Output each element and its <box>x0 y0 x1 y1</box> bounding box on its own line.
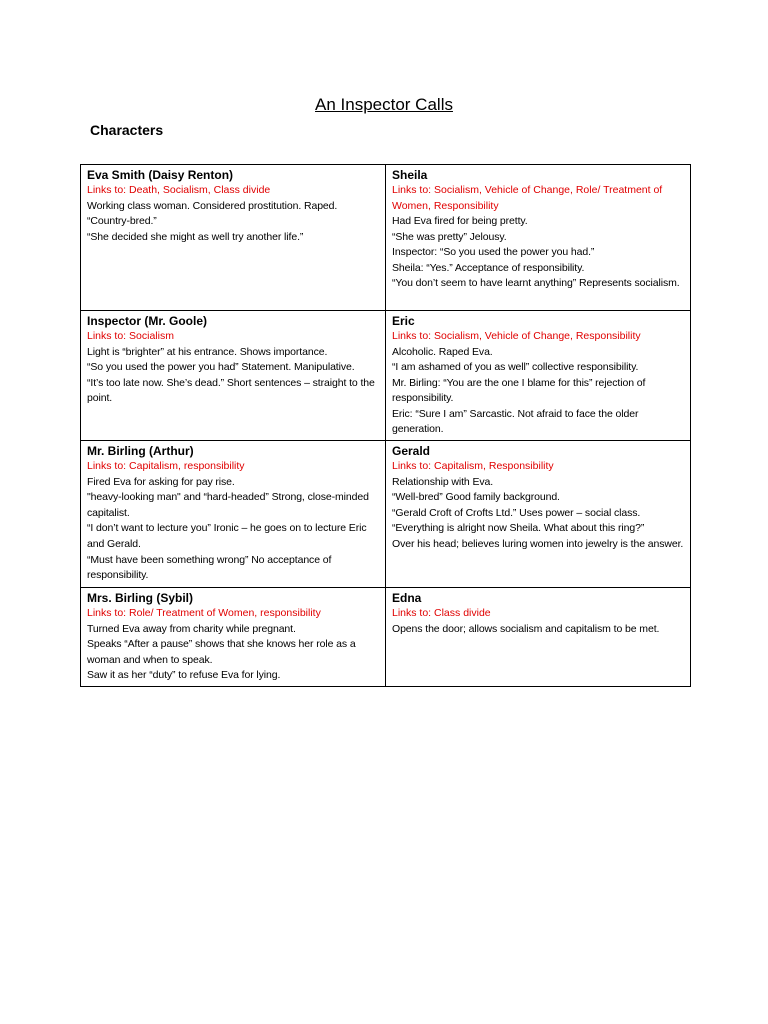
character-note: Had Eva fired for being pretty. <box>392 215 528 227</box>
table-row <box>81 311 691 441</box>
character-name: Eva Smith (Daisy Renton) <box>87 168 234 182</box>
character-cell-mrs-birling <box>81 588 386 687</box>
character-quote: “I don’t want to lecture you” Ironic – he goes on to lecture Eric and Gerald. <box>87 522 367 550</box>
character-quote: Speaks “After a pause” shows that she knows her role as a woman and when to speak. <box>87 638 356 666</box>
character-cell-inspector <box>81 311 386 441</box>
character-quote: Saw it as her “duty” to refuse Eva for lying. <box>87 669 281 682</box>
character-quote: "heavy-looking man" and “hard-headed” Strong, close-minded capitalist. <box>87 491 369 519</box>
character-quote: “She decided she might as well try another life.” <box>87 230 304 243</box>
character-quote: Inspector: “So you used the power you had.” <box>392 246 595 259</box>
character-quote: “She was pretty” Jelousy. <box>392 230 507 243</box>
character-cell-sheila <box>386 165 691 311</box>
character-quote: “So you used the power you had” Statement. Manipulative. <box>87 361 355 374</box>
character-note: Alcoholic. Raped Eva. <box>392 345 493 358</box>
character-note: Opens the door; allows socialism and capitalism to be met. <box>392 622 660 635</box>
character-name: Inspector (Mr. Goole) <box>87 314 208 328</box>
character-links: Links to: Death, Socialism, Class divide <box>87 184 271 196</box>
character-note: Fired Eva for asking for pay rise. <box>87 475 235 488</box>
character-name: Eric <box>392 314 415 328</box>
character-note: Relationship with Eva. <box>392 475 494 488</box>
character-quote: “It’s too late now. She’s dead.” Short sentences – straight to the point. <box>87 376 375 405</box>
character-quote: Over his head; believes luring women into jewelry is the answer. <box>392 537 684 550</box>
character-quote: “Well-bred” Good family background. <box>392 491 560 504</box>
character-links: Links to: Socialism <box>87 330 174 342</box>
character-cell-mr-birling <box>81 441 386 588</box>
character-quote: “You don’t seem to have learnt anything” Represents socialism. <box>392 277 680 290</box>
table-row <box>81 441 691 588</box>
character-quote: Eric: “Sure I am” Sarcastic. Not afraid to face the older generation. <box>392 407 639 436</box>
character-links: Links to: Socialism, Vehicle of Change, Role/ Treatment of Women, Responsibility <box>392 184 663 212</box>
character-quote: Mr. Birling: “You are the one I blame for this” rejection of responsibility. <box>392 376 646 405</box>
character-cell-edna <box>386 588 691 687</box>
character-links: Links to: Capitalism, Responsibility <box>392 460 554 473</box>
page-title: An Inspector Calls <box>315 95 453 114</box>
character-quote: Sheila: “Yes.” Acceptance of responsibility. <box>392 261 585 274</box>
character-note: Working class woman. Considered prostitution. Raped. <box>87 199 338 212</box>
section-heading: Characters <box>90 122 164 138</box>
character-note: Light is “brighter” at his entrance. Shows importance. <box>87 345 328 358</box>
table-row <box>81 588 691 687</box>
character-note: Turned Eva away from charity while pregnant. <box>87 622 296 635</box>
character-quote: “Gerald Croft of Crofts Ltd.” Uses power – social class. <box>392 506 641 519</box>
character-links: Links to: Capitalism, responsibility <box>87 460 245 473</box>
characters-table <box>80 164 691 687</box>
character-quote: “I am ashamed of you as well” collective responsibility. <box>392 361 639 374</box>
character-links: Links to: Role/ Treatment of Women, responsibility <box>87 607 321 620</box>
character-quote: “Must have been something wrong” No acceptance of responsibility. <box>87 553 332 582</box>
character-name: Gerald <box>392 444 431 459</box>
character-cell-eric <box>386 311 691 441</box>
character-quote: “Country-bred.” <box>87 215 157 228</box>
character-name: Mrs. Birling (Sybil) <box>87 591 194 606</box>
character-quote: “Everything is alright now Sheila. What about this ring?” <box>392 522 645 535</box>
character-links: Links to: Socialism, Vehicle of Change, Responsibility <box>392 330 641 342</box>
character-name: Mr. Birling (Arthur) <box>87 444 194 459</box>
character-cell-gerald <box>386 441 691 588</box>
character-name: Edna <box>392 591 422 606</box>
character-cell-eva-smith <box>81 165 386 311</box>
table-row <box>81 165 691 311</box>
character-links: Links to: Class divide <box>392 607 491 620</box>
character-name: Sheila <box>392 168 428 182</box>
